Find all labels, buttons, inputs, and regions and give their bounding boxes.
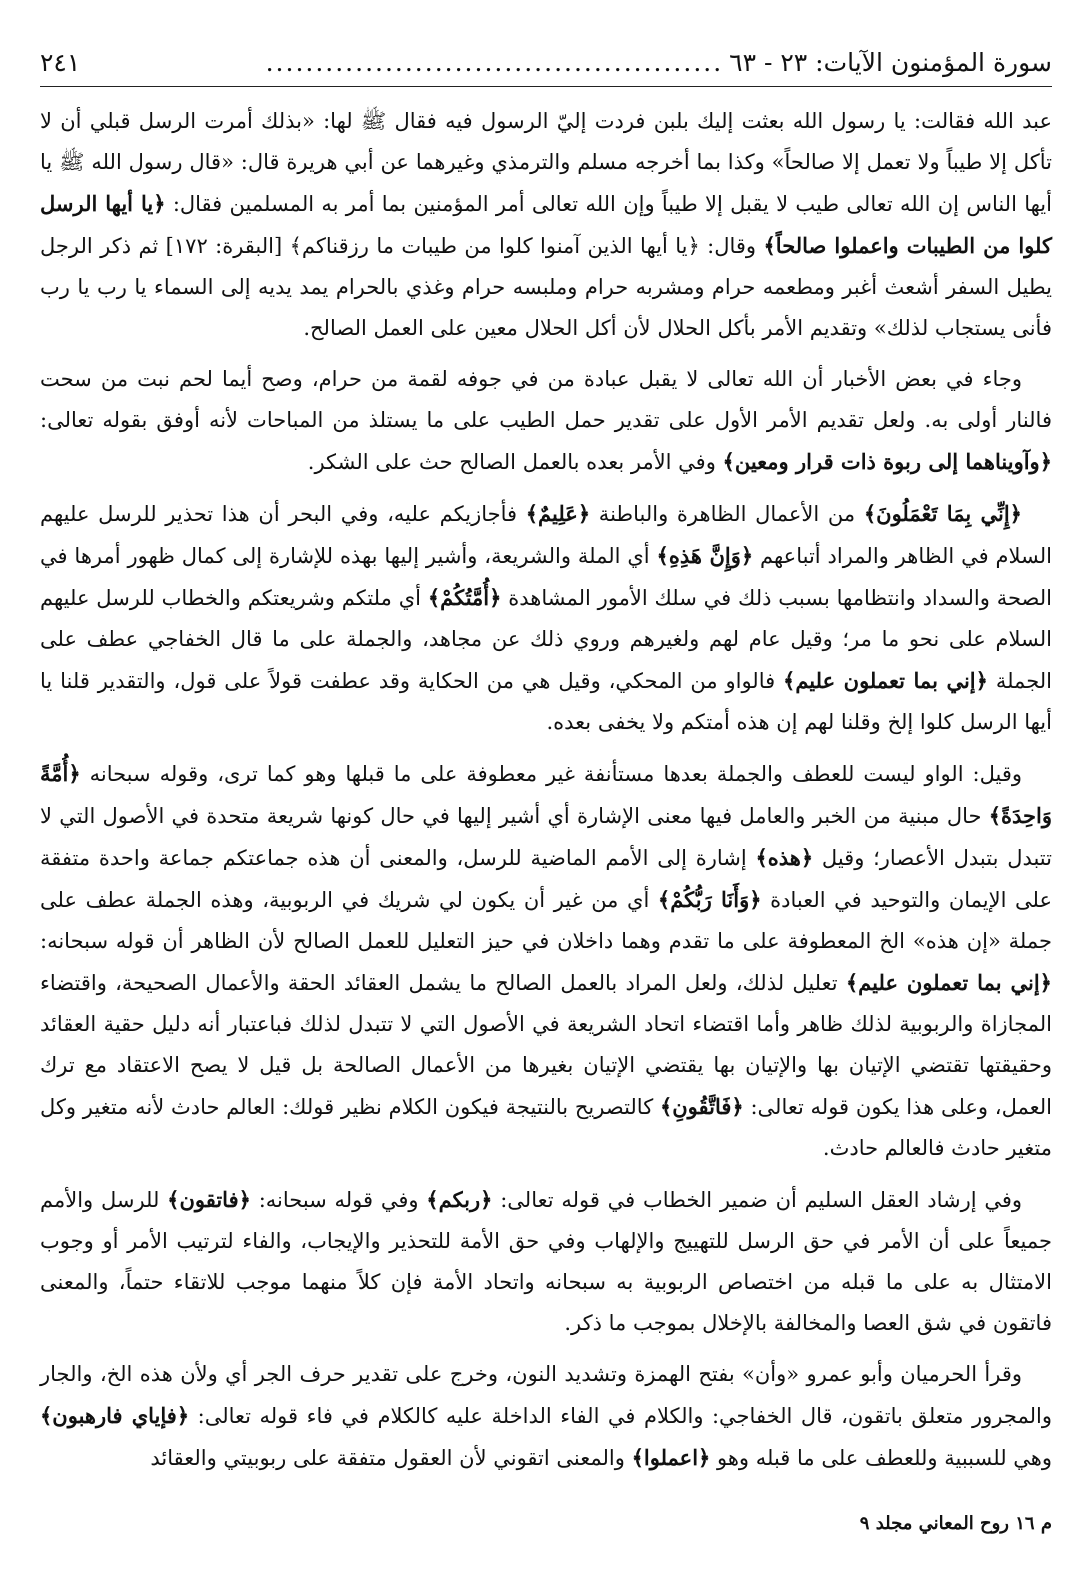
text-run: أي ملتكم وشريعتكم والخطاب للرسل عليهم السلام على نحو ما مر؛ وقيل عام لهم ولغيرهم وروي ذلك عن مجاهد، والجملة على ما قال الخفاجي عطف على الجملة — [40, 586, 1052, 693]
text-run: وقال: ﴿يا أيها الذين آمنوا كلوا من طيبات ما رزقناكم﴾ [البقرة: ١٧٢] ثم ذكر الرجل يطيل السفر أشعث أغبر ومطعمه حرام ومشربه حرام وملبسه حرام وغذي بالحرام يمد يديه إلى السماء يا رب يا رب فأنى يستجاب لذلك» وتقديم الأمر بأكل الحلال لأن أكل الحلال معين على العمل الصالح. — [40, 234, 1052, 340]
text-run: أي الملة والشريعة، وأشير إليها بهذه للإشارة إلى كمال ظهور أمرها في الصحة والسداد وانتظامها بسبب ذلك في سلك الأمور المشاهدة — [40, 544, 1052, 610]
text-run: وقيل: الواو ليست للعطف والجملة بعدها مستأنفة غير معطوفة على ما قبلها وهو كما ترى، وقوله سبحانه — [80, 762, 1022, 786]
quran-quote: ﴿أُمَّةً وَاحِدَةً﴾ — [40, 761, 1052, 828]
surah-title: سورة المؤمنون الآيات: ٢٣ - ٦٣ — [729, 48, 1052, 77]
paragraph — [40, 101, 1052, 349]
text-run: كالتصريح بالنتيجة فيكون الكلام نظير قولك: العالم حادث لأنه متغير وكل متغير حادث فالعالم حادث. — [40, 1095, 1052, 1160]
text-run: حال مبنية من الخبر والعامل فيها معنى الإشارة أي أشير إليها في حال كونها شريعة متحدة في الأصول التي لا تتبدل بتبدل الأعصار؛ وقيل — [40, 804, 1052, 870]
text-run: وفي قوله سبحانه: — [250, 1188, 427, 1212]
quran-quote: ﴿أُمَّتُكُمْ﴾ — [427, 585, 502, 610]
quran-quote: ﴿ربكم﴾ — [426, 1187, 493, 1212]
quran-quote: ﴿وَإِنَّ هَذِهِ﴾ — [656, 543, 754, 568]
text-run: فالواو من المحكي، وقيل هي من الحكاية وقد عطفت قولاً على قول، والتقدير قلنا يا أيها الرسل كلوا إلخ وقلنا لهم إن هذه أمتكم ولا يخفى بعده. — [40, 669, 1052, 734]
quran-quote: ﴿فإياي فارهبون﴾ — [40, 1403, 190, 1428]
page-number: ٢٤١ — [40, 48, 81, 77]
quran-quote: ﴿عَلِيمٌ﴾ — [525, 501, 591, 526]
signature-footer: م ١٦ روح المعاني مجلد ٩ — [859, 1513, 1052, 1534]
paragraph — [40, 359, 1052, 483]
text-run: والمعنى اتقوني لأن العقول متفقة على ربوبيتي والعقائد — [150, 1446, 632, 1470]
text-run: وجاء في بعض الأخبار أن الله تعالى لا يقبل عبادة من في جوفه لقمة من حرام، وصح أيما لحم نبت من سحت فالنار أولى به. ولعل تقديم الأمر الأول على تقدير حمل الطيب على ما يستلذ من المباحات لأنه أوفق بقوله تعالى: — [40, 367, 1052, 432]
quran-quote: ﴿فاتقون﴾ — [167, 1187, 251, 1212]
text-run: للرسل والأمم جميعاً على أن الأمر في حق الرسل للتهييج والإلهاب وفي حق الأمة للتحذير والإيجاب، والفاء لترتيب الأمر أو وجوب الامتثال به على ما قبله من اختصاص الربوبية به سبحانه واتحاد الأمة فإن كلاً منهما موجب للاتقاء حتماً، والمعنى فاتقون في شق العصا والمخالفة بالإخلال بموجب ما ذكر. — [40, 1188, 1052, 1335]
quran-quote: ﴿إني بما تعملون عليم﴾ — [783, 668, 988, 693]
paragraph — [40, 493, 1052, 743]
paragraph — [40, 1354, 1052, 1479]
quran-quote: ﴿إني بما تعملون عليم﴾ — [845, 970, 1052, 995]
book-page — [40, 46, 1052, 1546]
quran-quote: ﴿إِنِّي بِمَا تَعْمَلُونَ﴾ — [863, 501, 1022, 526]
text-run: فأجازيكم عليه، وفي البحر أن هذا تحذير للرسل عليهم السلام في الظاهر والمراد أتباعهم — [40, 502, 1052, 568]
quran-quote: ﴿اعملوا﴾ — [631, 1445, 711, 1470]
quran-quote: ﴿وَأَنَا رَبُّكُمْ﴾ — [657, 887, 762, 912]
dot-leader: .............................................. — [265, 48, 724, 77]
text-run: وقرأ الحرميان وأبو عمرو «وأن» بفتح الهمزة وتشديد النون، وخرج على تقدير حرف الجر أي ولأن هذه الخ، والجار والمجرور متعلق باتقون، قال الخفاجي: والكلام في الفاء الداخلة عليه كالكلام في فاء قوله تعالى: — [40, 1362, 1052, 1428]
paragraph — [40, 753, 1052, 1169]
text-run: وهي للسببية وللعطف على ما قبله وهو — [710, 1446, 1052, 1470]
quran-quote: ﴿هذه﴾ — [755, 845, 814, 870]
quran-quote: ﴿وآويناهما إلى ربوة ذات قرار ومعين﴾ — [722, 449, 1052, 474]
running-header — [40, 46, 1052, 87]
text-run: وفي إرشاد العقل السليم أن ضمير الخطاب في قوله تعالى: — [492, 1188, 1023, 1212]
text-run: من الأعمال الظاهرة والباطنة — [590, 502, 864, 526]
text-run: عبد الله فقالت: يا رسول الله بعثت إليك بلبن فردت إليّ الرسول فيه فقال ﷺ لها: «بذلك أمرت الرسل قبلي أن لا تأكل إلا طيباً ولا تعمل إلا صالحاً» وكذا بما أخرجه مسلم والترمذي وغيرهما عن أبي هريرة قال: «قال رسول الله ﷺ يا أيها الناس إن الله تعالى طيب لا يقبل إلا طيباً وإن الله تعالى أمر المؤمنين بما أمر به المسلمين فقال: — [40, 109, 1052, 216]
paragraph — [40, 1179, 1052, 1344]
quran-quote: ﴿يا أيها الرسل كلوا من الطيبات واعملوا صالحاً﴾ — [40, 191, 1052, 258]
text-run: تعليل لذلك، ولعل المراد بالعمل الصالح ما يشمل العقائد الحقة والأعمال الصحيحة، واقتضاء المجازاة والربوبية لذلك ظاهر وأما اقتضاء اتحاد الشريعة في الأصول التي لا تتبدل لذلك فباعتبار أنه دليل حقية العقائد وحقيقتها تقتضي الإتيان بها والإتيان بها يقتضي الإتيان بغيرها من الأعمال الصالحة بل قيل لا يصح الاعتقاد مع ترك العمل، وعلى هذا يكون قوله تعالى: — [40, 971, 1052, 1119]
body-text — [40, 101, 1052, 1479]
text-run: وفي الأمر بعده بالعمل الصالح حث على الشكر. — [307, 450, 723, 474]
text-run: إشارة إلى الأمم الماضية للرسل، والمعنى أن هذه جماعتكم جماعة واحدة متفقة على الإيمان والتوحيد في العبادة — [40, 846, 1053, 912]
quran-quote: ﴿فَاتَّقُونِ﴾ — [659, 1094, 744, 1119]
text-run: أي من غير أن يكون لي شريك في الربوبية، وهذه الجملة عطف على جملة «إن هذه» الخ المعطوفة على ما تقدم وهما داخلان في حيز التعليل للعمل الصالح لأن الظاهر أن قوله سبحانه: — [40, 888, 1052, 953]
